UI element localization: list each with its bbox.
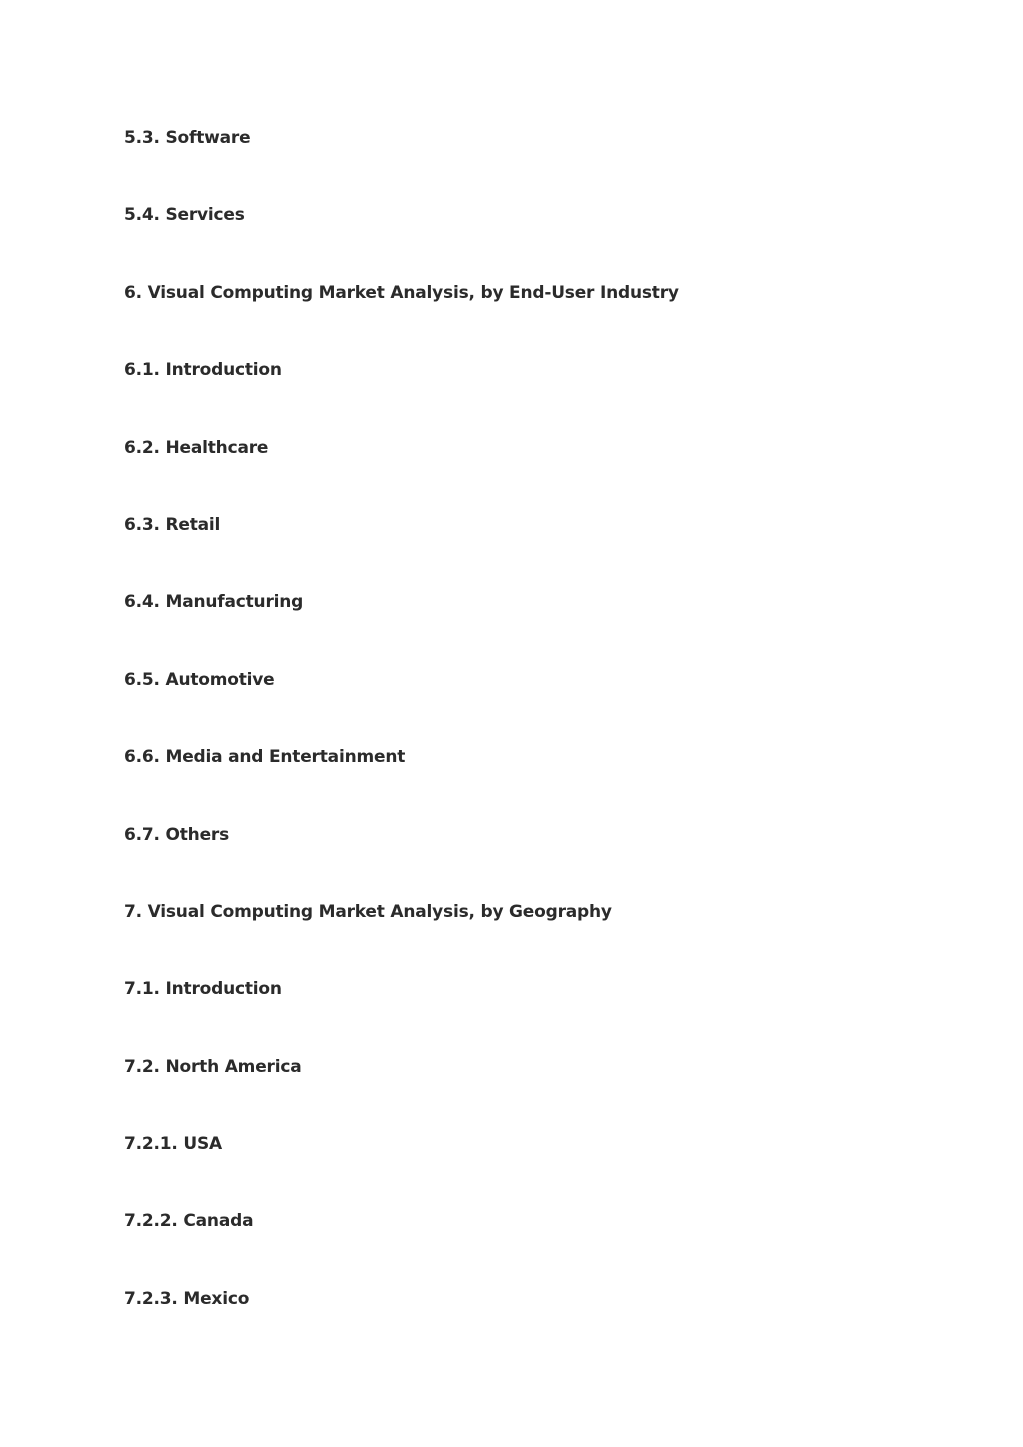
toc-entry-6-6: 6.6. Media and Entertainment [124, 747, 406, 768]
toc-entry-6-2: 6.2. Healthcare [124, 437, 269, 458]
toc-entry-7-2-2: 7.2.2. Canada [124, 1211, 254, 1232]
toc-entry-6-5: 6.5. Automotive [124, 669, 275, 690]
toc-entry-6-1: 6.1. Introduction [124, 360, 282, 381]
toc-entry-7-2: 7.2. North America [124, 1056, 302, 1077]
toc-entry-7-1: 7.1. Introduction [124, 979, 282, 1000]
toc-entry-5-3: 5.3. Software [124, 128, 251, 148]
toc-entry-7-2-3: 7.2.3. Mexico [124, 1288, 250, 1309]
toc-entry-6-4: 6.4. Manufacturing [124, 592, 304, 613]
toc-entry-7-2-1: 7.2.1. USA [124, 1134, 222, 1155]
toc-entry-7: 7. Visual Computing Market Analysis, by Geography [124, 901, 612, 922]
table-of-contents [124, 127, 679, 1365]
toc-entry-6-3: 6.3. Retail [124, 514, 221, 535]
toc-entry-6-7: 6.7. Others [124, 824, 230, 845]
toc-entry-5-4: 5.4. Services [124, 205, 245, 226]
toc-entry-6: 6. Visual Computing Market Analysis, by End-User Industry [124, 282, 679, 303]
